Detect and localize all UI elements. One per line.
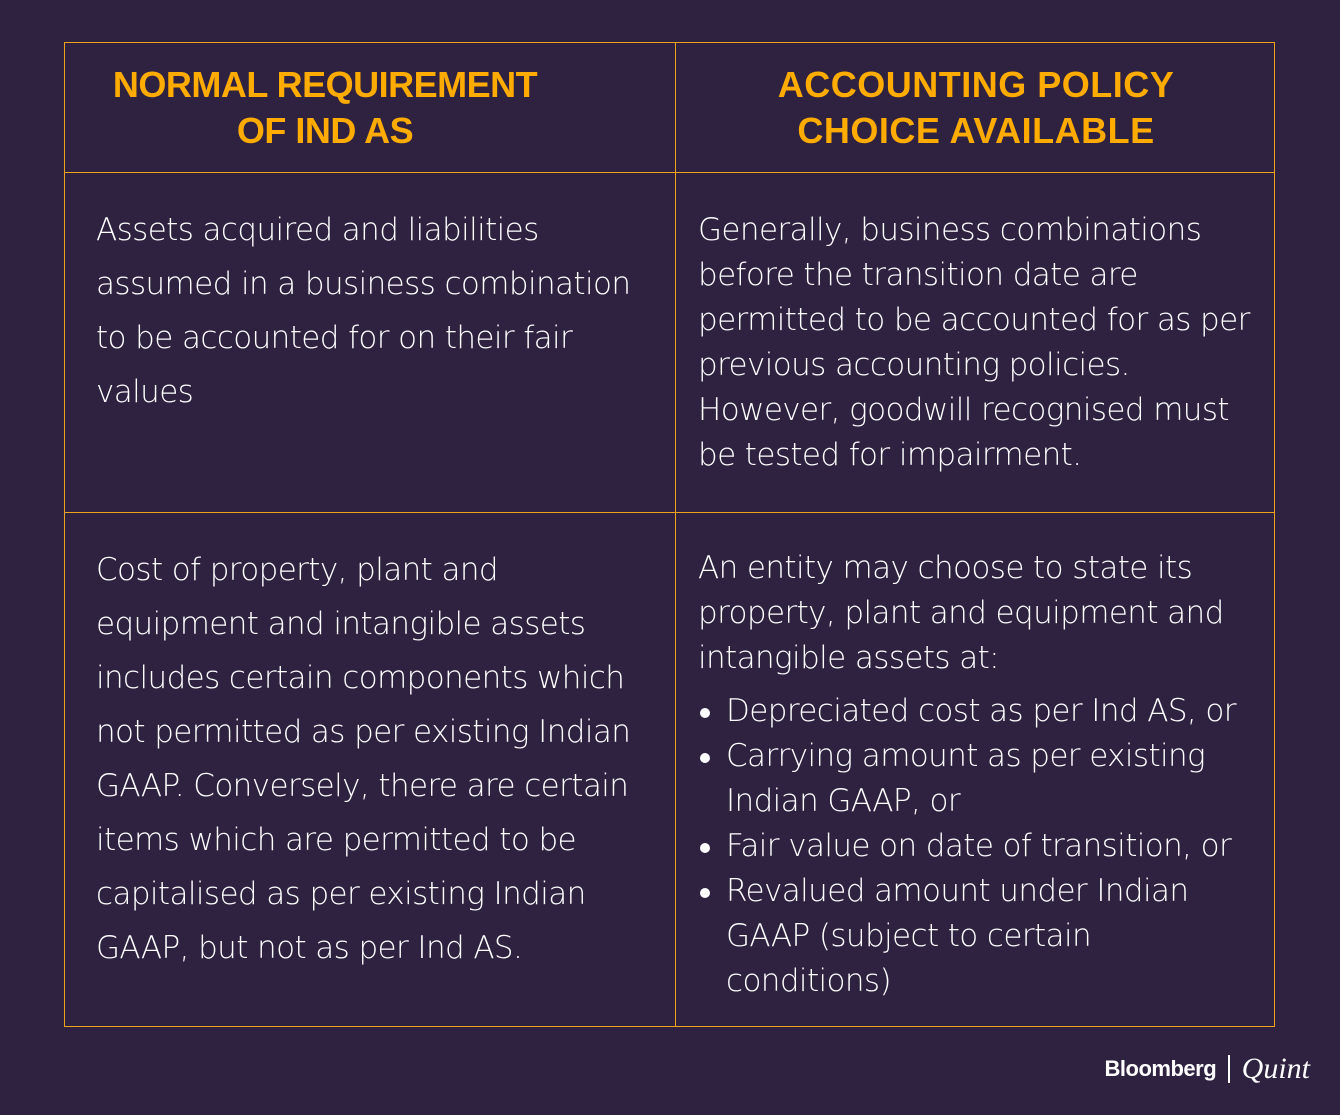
- logo-quint: Quint: [1241, 1052, 1310, 1085]
- comparison-table: [64, 42, 1275, 1027]
- bullet-icon: [700, 708, 710, 718]
- bullet-icon: [700, 753, 710, 763]
- list-item: [698, 824, 1258, 869]
- row2-policy-choice: [698, 546, 1258, 1004]
- bullet-icon: [700, 843, 710, 853]
- header-normal-requirement: [65, 43, 675, 172]
- list-item-text: Depreciated cost as per Ind AS, or: [726, 693, 1236, 729]
- header-divider: [65, 172, 1274, 173]
- list-item: [698, 734, 1258, 824]
- list-item: [698, 689, 1258, 734]
- list-item-text: Fair value on date of transition, or: [726, 828, 1232, 864]
- row-divider: [65, 512, 1274, 513]
- row2-policy-intro: An entity may choose to state its property, plant and equipment and intangible assets at:: [698, 550, 1224, 676]
- row1-normal-requirement: Assets acquired and liabilities assumed in a business combination to be accounted for on their fair values: [96, 212, 631, 410]
- header-line: CHOICE AVAILABLE: [797, 109, 1155, 151]
- header-policy-choice: [676, 43, 1276, 172]
- header-line: OF IND AS: [236, 109, 414, 151]
- logo-separator: [1228, 1055, 1230, 1083]
- row1-policy-choice: Generally, business combinations before the transition date are permitted to be accounted for as per previous accounting policies. However, goodwill recognised must be tested for impairment.: [698, 212, 1250, 473]
- row2-normal-requirement: Cost of property, plant and equipment and intangible assets includes certain components which not permitted as per existing Indian GAAP. Conversely, there are certain items which are permitted to be capitalised as per existing Indian GAAP, but not as per Ind AS.: [96, 552, 631, 966]
- list-item-text: Revalued amount under Indian GAAP (subject to certain conditions): [726, 873, 1189, 999]
- list-item: [698, 869, 1258, 1004]
- header-line: NORMAL REQUIREMENT: [112, 63, 538, 105]
- list-item-text: Carrying amount as per existing Indian GAAP, or: [726, 738, 1206, 819]
- header-line: ACCOUNTING POLICY: [777, 63, 1175, 105]
- bullet-icon: [700, 888, 710, 898]
- logo-bloomberg: Bloomberg: [1104, 1056, 1217, 1081]
- column-divider: [675, 43, 676, 1026]
- bloombergquint-logo: [1105, 1052, 1310, 1086]
- policy-options-list: [698, 689, 1258, 1004]
